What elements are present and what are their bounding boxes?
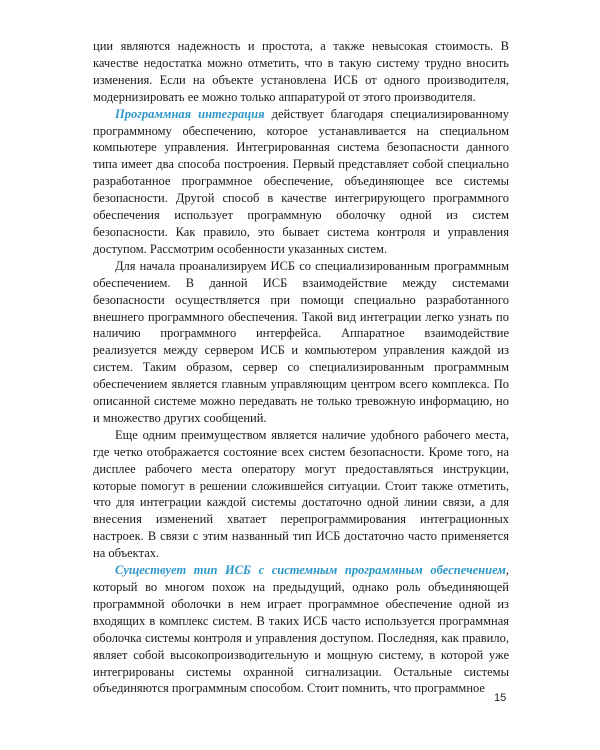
paragraph-4-text: Еще одним преимуществом является наличие удобного рабочего места, где четко отображается состояние всех систем безопасности. Кроме того, на дисплее рабочего места оператору могут предоставляться инструкции, которые помогут в решении сложившейся ситуации. Стоит также отметить, что для интеграции каждой системы достаточно одной линии связи, а для внесения изменений хватает перепрограммирования интеграционных настроек. В связи с этим названный тип ИСБ достаточно часто применяется на объектах.: [93, 427, 509, 561]
paragraph-2: [93, 106, 509, 258]
body-text: [93, 38, 509, 697]
paragraph-5: [93, 562, 509, 697]
paragraph-5-lead: Существует тип ИСБ с системным программным обеспечением: [115, 563, 506, 578]
paragraph-5-text: , который во многом похож на предыдущий, однако роль объединяющей программной оболочки в нем играет программное обеспечение одной из входящих в комплекс систем. В таких ИСБ часто используется программная оболочка системы контроля и управления доступом. Последняя, как правило, являет собой высокопроизводительную и мощную систему, в которой уже интегрированы системы охранной сигнализации. Остальные системы объединяются программным способом. Стоит помнить, что программное: [93, 563, 509, 696]
paragraph-1-text: ции являются надежность и простота, а также невысокая стоимость. В качестве недостатка можно отметить, что в такую систему трудно вносить изменения. Если на объекте установлена ИСБ от одного производителя, модернизировать ее можно только аппаратурой от этого производителя.: [93, 39, 509, 104]
paragraph-3: [93, 258, 509, 427]
paragraph-2-text: действует благодаря специализированному программному обеспечению, которое устанавливается на специальном компьютере управления. Интегрированная система безопасности данного типа имеет два способа построения. Первый представляет собой специально разработанное программное обеспечение, объединяющее все системы безопасности. Другой способ в качестве интегрирующего программного обеспечения использует программную оболочку одной из систем безопасности. Как правило, это бывает система контроля и управления доступом. Рассмотрим особенности указанных систем.: [93, 106, 509, 256]
paragraph-2-lead: Программная интеграция: [115, 106, 265, 121]
paragraph-3-text: Для начала проанализируем ИСБ со специализированным программным обеспечением. В данной ИСБ взаимодействие между системами безопасности осуществляется при помощи специально разработанного внешнего программного обеспечения. Такой вид интеграции легко узнать по наличию программного интерфейса. Аппаратное взаимодействие реализуется между сервером ИСБ и компьютером управления каждой из систем. Таким образом, сервер со специализированным программным обеспечением является главным управляющим центром всего комплекса. По описанной системе можно передавать не только тревожную информацию, но и множество других сообщений.: [93, 258, 509, 425]
paragraph-1: [93, 38, 509, 106]
paragraph-4: [93, 427, 509, 562]
page-number: 15: [494, 692, 507, 704]
